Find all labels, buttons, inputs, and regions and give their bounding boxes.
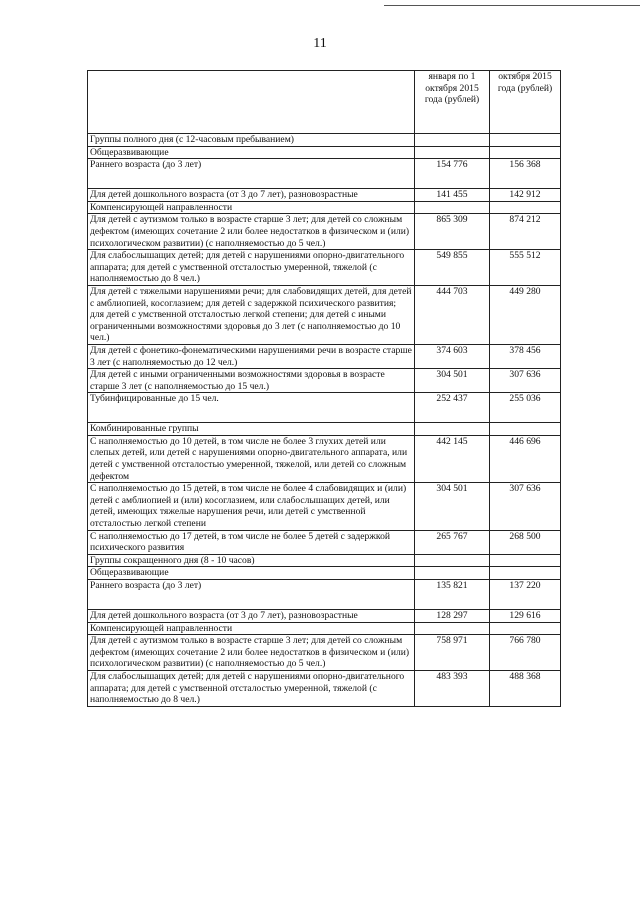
empty-cell: [490, 146, 561, 159]
section-title: Группы полного дня (с 12-часовым пребыванием): [88, 134, 415, 147]
value-period-1: 549 855: [415, 250, 490, 286]
table-row: [88, 214, 561, 250]
empty-cell: [415, 567, 490, 580]
section-row: [88, 134, 561, 147]
empty-cell: [490, 622, 561, 635]
table-header-row: [88, 71, 561, 134]
table-row: [88, 483, 561, 530]
row-label: С наполняемостью до 15 детей, в том числе не более 4 слабовидящих и (или) детей с амблиопией и (или) косоглазием, или слабослышащих детей, или детей, имеющих тяжелые нарушения речи, или детей с умственной отсталостью легкой степени: [88, 483, 415, 530]
value-period-2: 156 368: [490, 159, 561, 189]
value-period-2: 307 636: [490, 369, 561, 393]
table-row: [88, 435, 561, 482]
empty-cell: [490, 554, 561, 567]
table-body: [88, 134, 561, 707]
table-row: [88, 393, 561, 423]
empty-cell: [490, 134, 561, 147]
table-row: [88, 189, 561, 202]
empty-cell: [415, 201, 490, 214]
subsection-title: Комбинированные группы: [88, 423, 415, 436]
value-period-1: 135 821: [415, 580, 490, 610]
row-label: Для детей дошкольного возраста (от 3 до 7 лет), разновозрастные: [88, 189, 415, 202]
value-period-2: 378 456: [490, 344, 561, 368]
value-period-1: 444 703: [415, 285, 490, 344]
row-label: Для детей с аутизмом только в возрасте старше 3 лет; для детей со сложным дефектом (имеющих сочетание 2 или более недостатков в физическом и (или) психологическом развитии) (с наполняемостью до 5 чел.): [88, 635, 415, 671]
empty-cell: [415, 622, 490, 635]
subsection-title: Компенсирующей направленности: [88, 622, 415, 635]
row-label: Для детей дошкольного возраста (от 3 до 7 лет), разновозрастные: [88, 610, 415, 623]
row-label: С наполняемостью до 17 детей, в том числе не более 5 детей с задержкой психического развития: [88, 530, 415, 554]
value-period-1: 141 455: [415, 189, 490, 202]
value-period-2: 766 780: [490, 635, 561, 671]
value-period-1: 865 309: [415, 214, 490, 250]
table-row: [88, 635, 561, 671]
subsection-row: [88, 622, 561, 635]
table-row: [88, 610, 561, 623]
value-period-1: 442 145: [415, 435, 490, 482]
value-period-1: 304 501: [415, 483, 490, 530]
row-label: Для детей с тяжелыми нарушениями речи; для слабовидящих детей, для детей с амблиопией, косоглазием; для детей с задержкой психического развития; для детей с умственной отсталостью легкой степени; для детей с иными ограниченными возможностями здоровья до 3 лет (с наполняемостью до 10 чел.): [88, 285, 415, 344]
value-period-2: 268 500: [490, 530, 561, 554]
empty-cell: [490, 423, 561, 436]
section-row: [88, 554, 561, 567]
subsection-row: [88, 201, 561, 214]
page-number: 11: [313, 36, 327, 51]
value-period-1: 265 767: [415, 530, 490, 554]
row-label: Для детей с фонетико-фонематическими нарушениями речи в возрасте старше 3 лет (с наполняемостью до 12 чел.): [88, 344, 415, 368]
value-period-1: 483 393: [415, 670, 490, 706]
table-row: [88, 580, 561, 610]
subsection-row: [88, 423, 561, 436]
value-period-2: 255 036: [490, 393, 561, 423]
value-period-2: 874 212: [490, 214, 561, 250]
empty-cell: [490, 567, 561, 580]
value-period-2: 555 512: [490, 250, 561, 286]
row-label: Тубинфицированные до 15 чел.: [88, 393, 415, 423]
row-label: С наполняемостью до 10 детей, в том числе не более 3 глухих детей или слепых детей, или детей с нарушениями опорно-двигательного аппарата, или детей с умственной отсталостью умеренной, тяжелой, или детей со сложным дефектом: [88, 435, 415, 482]
table-row: [88, 250, 561, 286]
empty-cell: [490, 201, 561, 214]
value-period-2: 129 616: [490, 610, 561, 623]
row-label: Раннего возраста (до 3 лет): [88, 159, 415, 189]
header-period-1: января по 1 октября 2015 года (рублей): [415, 71, 490, 134]
table-row: [88, 159, 561, 189]
section-title: Группы сокращенного дня (8 - 10 часов): [88, 554, 415, 567]
subsection-title: Общеразвивающие: [88, 146, 415, 159]
value-period-1: 252 437: [415, 393, 490, 423]
value-period-1: 154 776: [415, 159, 490, 189]
row-label: Для детей с иными ограниченными возможностями здоровья в возрасте старше 3 лет (с наполняемостью до 15 чел.): [88, 369, 415, 393]
table-row: [88, 530, 561, 554]
table-row: [88, 670, 561, 706]
value-period-1: 374 603: [415, 344, 490, 368]
header-period-2: октября 2015 года (рублей): [490, 71, 561, 134]
value-period-2: 446 696: [490, 435, 561, 482]
top-edge-line: [384, 5, 640, 6]
row-label: Для детей с аутизмом только в возрасте старше 3 лет; для детей со сложным дефектом (имеющих сочетание 2 или более недостатков в физическом и (или) психологическом развитии) (с наполняемостью до 5 чел.): [88, 214, 415, 250]
empty-cell: [415, 134, 490, 147]
value-period-2: 307 636: [490, 483, 561, 530]
empty-cell: [415, 146, 490, 159]
value-period-1: 758 971: [415, 635, 490, 671]
row-label: Для слабослышащих детей; для детей с нарушениями опорно-двигательного аппарата; для детей с умственной отсталостью умеренной, тяжелой (с наполняемостью до 8 чел.): [88, 670, 415, 706]
subsection-row: [88, 146, 561, 159]
empty-cell: [415, 554, 490, 567]
table-row: [88, 344, 561, 368]
value-period-2: 449 280: [490, 285, 561, 344]
value-period-1: 128 297: [415, 610, 490, 623]
value-period-2: 142 912: [490, 189, 561, 202]
header-category: [88, 71, 415, 134]
table-row: [88, 369, 561, 393]
fees-table: [87, 70, 561, 707]
subsection-row: [88, 567, 561, 580]
subsection-title: Компенсирующей направленности: [88, 201, 415, 214]
value-period-2: 137 220: [490, 580, 561, 610]
value-period-1: 304 501: [415, 369, 490, 393]
subsection-title: Общеразвивающие: [88, 567, 415, 580]
table-row: [88, 285, 561, 344]
row-label: Для слабослышащих детей; для детей с нарушениями опорно-двигательного аппарата; для детей с умственной отсталостью умеренной, тяжелой (с наполняемостью до 8 чел.): [88, 250, 415, 286]
value-period-2: 488 368: [490, 670, 561, 706]
row-label: Раннего возраста (до 3 лет): [88, 580, 415, 610]
empty-cell: [415, 423, 490, 436]
